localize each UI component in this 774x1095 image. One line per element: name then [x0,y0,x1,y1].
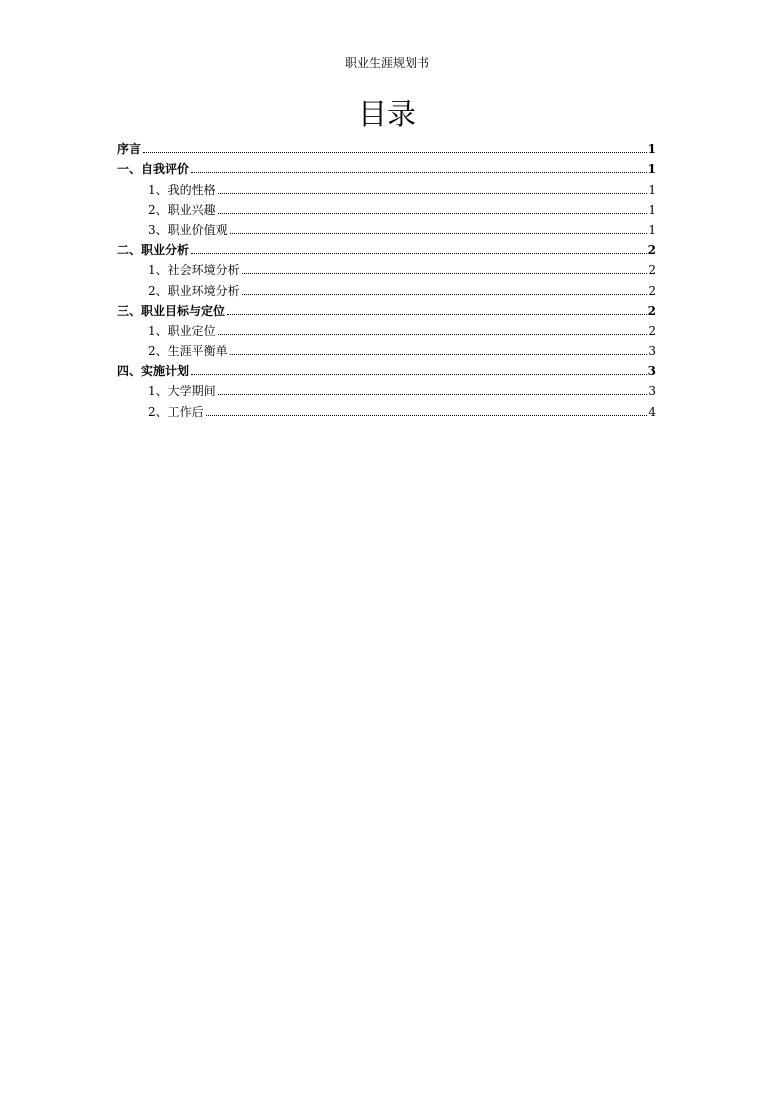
toc-dot-leader [242,273,648,274]
toc-subsection-entry[interactable] [117,217,656,237]
toc-entry-label: 一、自我评价 [117,162,190,177]
toc-subsection-entry[interactable] [117,338,656,358]
toc-entry-label: 1、社会环境分析 [148,263,240,278]
toc-subsection-entry[interactable] [117,398,656,418]
toc-section-entry[interactable] [117,358,656,378]
toc-entry-label: 1、职业定位 [148,323,216,338]
toc-dot-leader [191,172,647,173]
toc-dot-leader [143,152,647,153]
toc-subsection-entry[interactable] [117,257,656,277]
toc-section-entry[interactable] [117,298,656,318]
toc-dot-leader [191,374,647,375]
toc-page-number: 2 [648,283,656,298]
toc-entry-label: 1、我的性格 [148,182,216,197]
toc-dot-leader [218,394,648,395]
toc-page-number: 1 [647,142,656,157]
toc-page-number: 1 [648,222,656,237]
toc-section-entry[interactable] [117,237,656,257]
toc-subsection-entry[interactable] [117,197,656,217]
table-of-contents [117,136,656,419]
toc-entry-label: 四、实施计划 [117,364,190,379]
toc-subsection-entry[interactable] [117,176,656,196]
toc-dot-leader [230,354,648,355]
toc-dot-leader [242,294,648,295]
toc-page-number: 1 [647,162,656,177]
toc-subsection-entry[interactable] [117,318,656,338]
toc-page-number: 1 [648,182,656,197]
toc-page-number: 3 [648,344,656,359]
toc-entry-label: 2、职业兴趣 [148,202,216,217]
toc-page-number: 3 [648,384,656,399]
toc-dot-leader [191,253,647,254]
toc-subsection-entry[interactable] [117,378,656,398]
toc-entry-label: 2、工作后 [148,404,204,419]
toc-dot-leader [206,415,648,416]
toc-entry-label: 序言 [117,142,142,157]
toc-page-number: 2 [648,323,656,338]
running-header: 职业生涯规划书 [344,56,429,70]
toc-dot-leader [218,334,648,335]
toc-dot-leader [218,193,648,194]
toc-dot-leader [227,314,647,315]
toc-entry-label: 二、职业分析 [117,243,190,258]
toc-page-number: 2 [647,243,656,258]
toc-section-entry[interactable] [117,136,656,156]
toc-entry-label: 2、生涯平衡单 [148,344,228,359]
toc-entry-label: 3、职业价值观 [148,222,228,237]
toc-entry-label: 三、职业目标与定位 [117,303,226,318]
toc-dot-leader [230,233,648,234]
toc-title: 目录 [357,97,416,131]
toc-subsection-entry[interactable] [117,277,656,297]
toc-page-number: 3 [647,364,656,379]
toc-entry-label: 2、职业环境分析 [148,283,240,298]
toc-page-number: 2 [647,303,656,318]
toc-section-entry[interactable] [117,156,656,176]
toc-page-number: 1 [648,202,656,217]
toc-page-number: 2 [648,263,656,278]
toc-dot-leader [218,213,648,214]
toc-page-number: 4 [648,404,656,419]
toc-entry-label: 1、大学期间 [148,384,216,399]
